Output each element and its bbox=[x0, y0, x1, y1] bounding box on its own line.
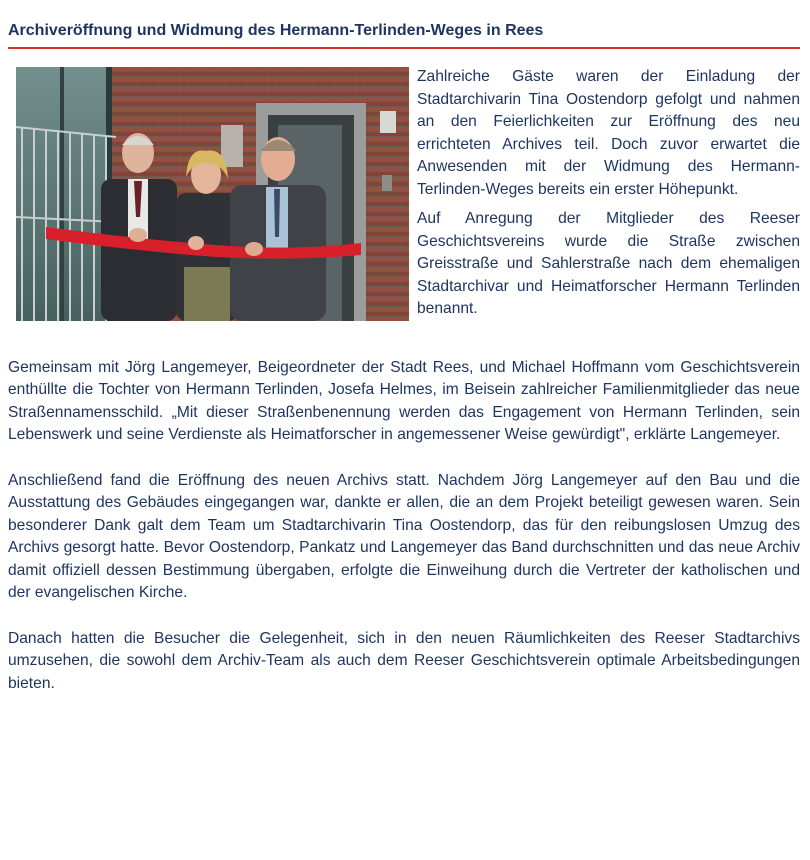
article-title: Archiveröffnung und Widmung des Hermann-Terlinden-Weges in Rees bbox=[8, 0, 800, 49]
article-paragraph: Zahlreiche Gäste waren der Einladung der Stadtarchivarin Tina Oostendorp gefolgt und nahmen an den Feierlichkeiten zur Eröffnung des neu errichteten Archives teil. Doch zuvor erwartet die Anwesenden mit der Widmung des Hermann-Terlinden-Weges bereits ein erster Höhepunkt. bbox=[417, 68, 800, 198]
article-paragraph: Anschließend fand die Eröffnung des neuen Archivs statt. Nachdem Jörg Langemeyer auf den Bau und die Ausstattung des Gebäudes eingegangen war, dankte er allen, die an dem Projekt beteiligt gewesen waren. Sein besonderer Dank galt dem Team um Stadtarchivarin Tina Oostendorp, das für den reibungslosen Umzug des Archivs gesorgt hatte. Bevor Oostendorp, Pankatz und Langemeyer das Band durchschnitten und das neue Archiv damit offiziell dessen Bestimmung übergaben, erfolgte die Einweihung durch die Vertreter der katholischen und der evangelischen Kirche. bbox=[8, 471, 800, 601]
article-paragraph: Auf Anregung der Mitglieder des Reeser Geschichtsvereins wurde die Straße zwischen Greisstraße und Sahlerstraße nach dem ehemaligen Stadtarchivar und Heimatforscher Hermann Terlinden benannt. bbox=[417, 210, 800, 317]
article-paragraph: Gemeinsam mit Jörg Langemeyer, Beigeordneter der Stadt Rees, und Michael Hoffmann vom Geschichtsverein enthüllte die Tochter von Hermann Terlinden, Josefa Helmes, im Beisein zahlreicher Familienmitglieder das neue Straßennamensschild. „Mit dieser Straßenbenennung werden das Engagement von Hermann Terlinden, sein Lebenswerk und seine Verdienste als Heimatforscher in angemessener Weise gewürdigt", erklärte Langemeyer. bbox=[8, 358, 800, 443]
article bbox=[8, 0, 800, 695]
ribbon-cutting-photo bbox=[16, 67, 409, 321]
article-paragraph: Danach hatten die Besucher die Gelegenheit, sich in den neuen Räumlichkeiten des Reeser Stadtarchivs umzusehen, die sowohl dem Archiv-Team als auch dem Reeser Geschichtsverein optimale Arbeitsbedingungen bieten. bbox=[8, 629, 800, 692]
